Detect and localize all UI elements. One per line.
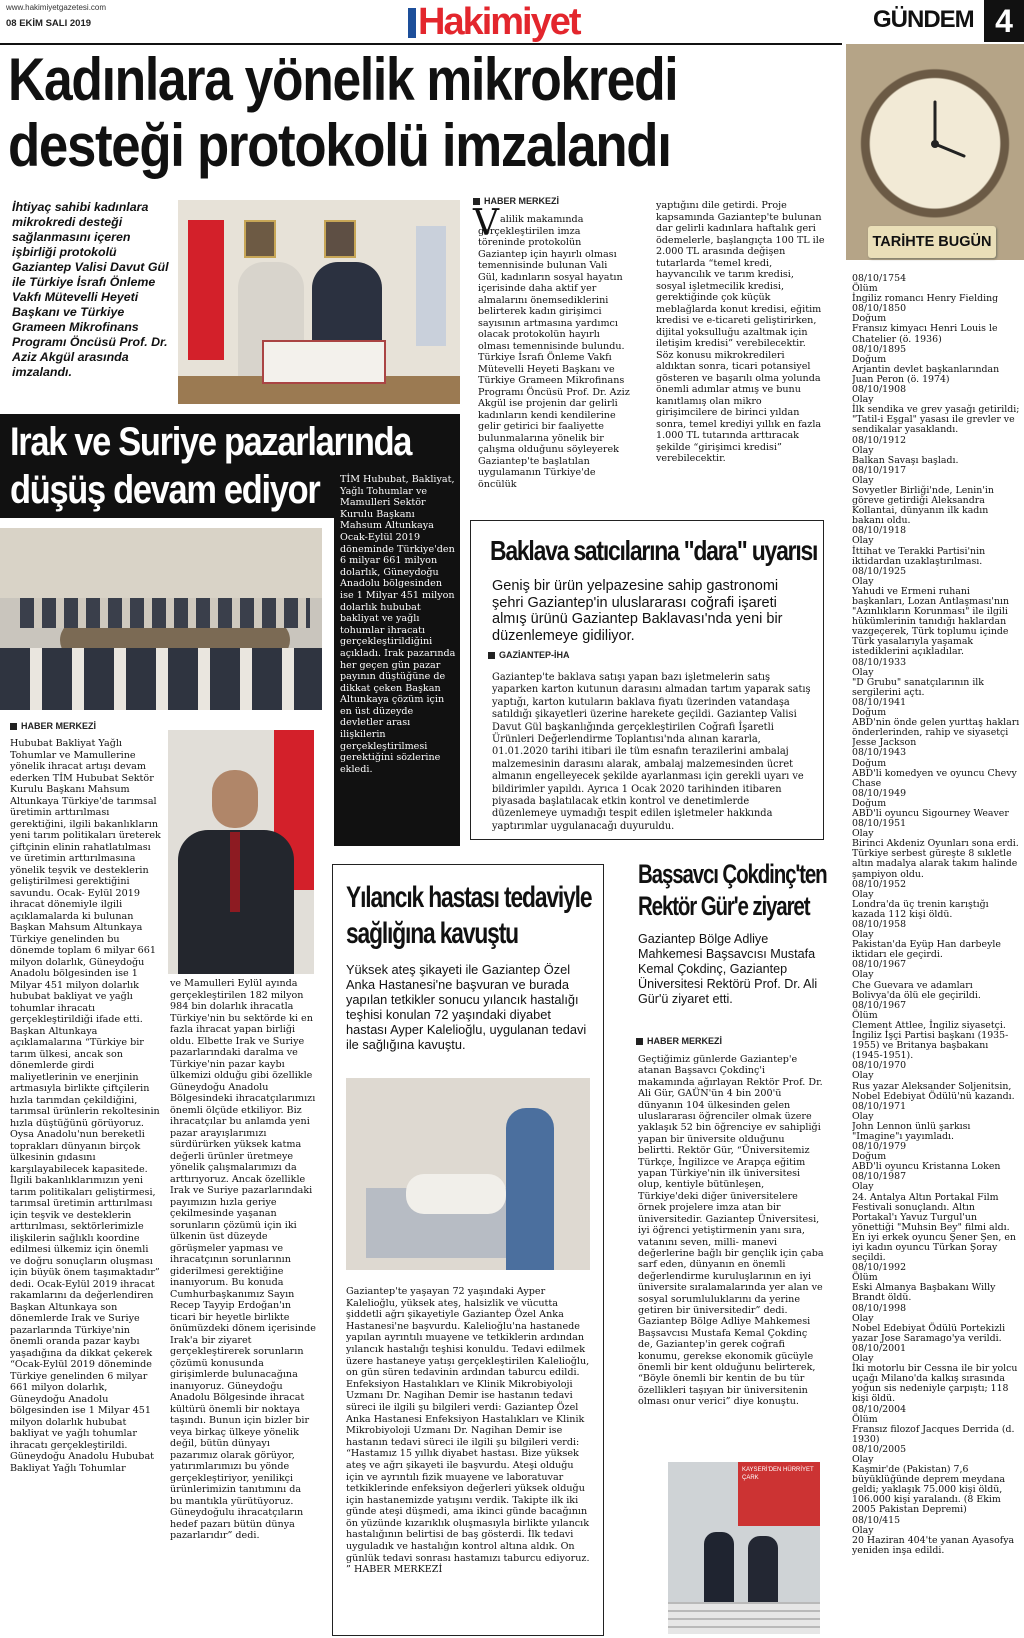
- history-text: Arjantin devlet başkanlarından Juan Peron (ö. 1974): [852, 363, 1000, 385]
- person-tie: [230, 832, 240, 912]
- history-type: Olay: [852, 1070, 874, 1082]
- page-number-box: [984, 0, 1024, 42]
- baklava-byline: GAZİANTEP-İHA: [488, 650, 570, 660]
- hospital-photo: [346, 1078, 590, 1270]
- history-entry: [852, 1405, 1020, 1445]
- history-entry: [852, 748, 1020, 788]
- history-type: Ölüm: [852, 1272, 878, 1284]
- visit-banner: [738, 1462, 820, 1526]
- person-head: [212, 770, 258, 828]
- main-byline: HABER MERKEZİ: [473, 196, 559, 206]
- protocol-document: [262, 340, 386, 384]
- history-type: Ölüm: [852, 283, 878, 295]
- history-date: 08/10/1908: [852, 384, 907, 396]
- stairs: [668, 1602, 820, 1634]
- history-type: Olay: [852, 1524, 874, 1536]
- signing-photo: [178, 200, 460, 404]
- history-text: İki motorlu bir Cessna ile bir yolcu uçağı Milano'da kalkış sırasında yoğun sis nedeniyle çarpıştı; 118 kişi öldü.: [852, 1363, 1018, 1405]
- history-text: Eski Almanya Başbakanı Willy Brandt öldü.: [852, 1282, 996, 1304]
- history-date: 08/10/1912: [852, 434, 907, 446]
- history-entry: [852, 1001, 1020, 1062]
- history-date: 08/10/1992: [852, 1262, 907, 1274]
- page-number: 4: [995, 3, 1013, 39]
- history-text: Pakistan'da Eyüp Han darbeyle iktidarı ele geçirdi.: [852, 939, 1001, 961]
- doctor: [506, 1108, 554, 1270]
- history-type: Doğum: [852, 313, 887, 325]
- masthead-logo[interactable]: [408, 0, 600, 44]
- visit-photo: [668, 1462, 820, 1634]
- irak-headline-line-1: Irak ve Suriye pazarlarında: [10, 420, 412, 464]
- history-date: 08/10/1925: [852, 565, 907, 577]
- history-text: İngiliz romancı Henry Fielding: [852, 293, 999, 305]
- history-date: 08/10/1979: [852, 1141, 907, 1153]
- history-list: [852, 274, 1020, 1636]
- history-title-tag: [868, 226, 996, 258]
- history-text: "D Grubu" sanatçılarının ilk sergilerini açtı.: [852, 676, 984, 698]
- irak-byline: HABER MERKEZİ: [10, 721, 96, 731]
- flag-right: [416, 226, 446, 346]
- main-col-2: [656, 200, 826, 500]
- history-text: ABD'li oyuncu Kristanna Loken: [852, 1161, 1001, 1173]
- history-date: 08/10/2005: [852, 1443, 907, 1455]
- history-entry: [852, 819, 1020, 880]
- irak-col-1-text: Hububat Bakliyat Yağlı Tohumlar ve Mamullerine yönelik ihracat artışı devam ederken TİM Hububat Sektör Kurulu Başkanı Mahsum Altunkaya Türkiye'de tarımsal üretimin arttırılması gerektiğini, ilgili bakanlıkların yeni tarım politikaları üreterek çiftçinin elinin rahatlatılması ve üretimin arttırılmasına yönelik teşvik ve desteklerin geliştirilmesi gerektiğini savundu. Ocak- Eylül 2019 ihracat dönemiyle ilgili açıklamalarda ki bulunan Başkan Mahsum Altunkaya Türkiye genelinden bu dönemde toplam 6 milyar 661 milyon dolarlık, Güneydoğu Anadolu bölgesinden ise 1 Milyar 451 milyon dolarlık hububat bakliyat ve yağlı tohumlar ihracatı gerçekleştirildiği ifade etti. Başkan Altunkaya açıklamalarına “Türkiye bir tarım ülkesi, ancak son dönemlerde girdi maliyetlerinin ve enerjinin artmasıyla birlikte çiftçilerin hızla tarımdan çekildiğini, tarımsal ürünlerin rekoltesinin hızla düştüğünü görüyoruz. Oysa Anadolu'nun bereketli toprakları dünyanın birçok ülkesinin gıdasını karşılayabilecek kapasitede. İlgili bakanlıklarımızın yeni tarım politikaları geliştirmesi, tarımsal üretimin arttırılması için teşvik ve desteklerin arttırılması, sektörlerimizle ilişkilerin sağlıklı koordine edilmesi ülkemiz için önemli ve doğru sonuçların oluşması için büyük önem taşımaktadır” dedi. Ocak-Eylül 2019 ihracat rakamlarını da değerlendiren Başkan Altunkaya son dönemlerde Irak ve Suriye pazarlarında Türkiye'nin önemli oranda pazar kaybı yaşadığına da dikkat çekerek “Ocak-Eylül 2019 döneminde Türkiye genelinden 6 milyar 661 milyon dolarlık, Güneydoğu Anadolu bölgesinden ise 1 Milyar 451 milyon dolarlık hububat bakliyat ve yağlı tohumlar ihracatı gerçekleştirildi. Güneydoğu Anadolu Hububat Bakliyat Yağlı Tohumlar: [10, 738, 161, 1474]
- portrait-frame-1: [244, 220, 276, 258]
- history-title: TARİHTE BUGÜN: [872, 234, 992, 250]
- yilancik-headline-line-1: Yılancık hastası tedaviyle: [346, 881, 592, 914]
- baklava-headline: Baklava satıcılarına "dara" uyarısı: [490, 535, 818, 566]
- history-type: Olay: [852, 969, 874, 981]
- main-col-2-text: yaptığını dile getirdi. Proje kapsamında Gaziantep'te bulunan dar gelirli kadınlara haftalık geri ödemelerle, başlangıçta 100 TL ile 2.000 TL arasında değişen tutarlarda “temel kredi, hayvancılık ve tarım kredisi, sosyal işletmecilik kredisi, gerektiğinde çok küçük meblağlarda konut kredisi, eğitim kredisi ve e-ticareti geliştirirken, dijital yoksulluğu azaltmak için iletişim kredisi” verebilecektir. Söz konusu mikrokredileri aldıktan sonra, ticari potansiyel gösteren ve başarılı olma yolunda önemli adımlar atmış ve bunu kanıtlamış olan mikro girişimcilere de birinci yıldan sonra, temel krediyi yıllık en fazla 1.000 TL tutarında arttıracak şekilde “girişimci kredisi” verebilecektir.: [656, 200, 825, 464]
- yilancik-body: Gaziantep'te yaşayan 72 yaşındaki Ayper Kalelioğlu, yüksek ateş, halsizlik ve vücutta şiddetli ağrı şikayetiyle Gaziantep Özel Anka Hastanesi'ne başvurdu. Kalelioğlu'na hastanede yapılan ayrıntılı muayene ve tetkiklerin ardından yılancık hastalığı teşhisi konuldu. Tedavi edilmek üzere hastaneye yatışı gerçekleştirilen Kalelioğlu, on gün süren tedavinin ardından taburcu edildi. Enfeksiyon Hastalıkları ve Klinik Mikrobiyoloji Uzmanı Dr. Nagihan Demir ise hastanın tedavi süreci ile ilgili şu bilgileri verdi: Gaziantep Özel Anka Hastanesi Enfeksiyon Hastalıkları ve Klinik Mikrobiyoloji Uzmanı Dr. Nagihan Demir ise hastanın tedavi süreci ile ilgili şu bilgileri verdi: “Hastamız 15 yıllık diyabet hastası. Bize yüksek ateş ve ağrı şikayeti ile başvurdu. Ateşi olduğu için ve ayrıntılı fizik muayene ve laboratuvar tetkiklerinde enfeksiyon değerleri yüksek olduğu için hastanemizde yatışını verdik. Takipte ilk iki günde ateşi düşmedi, ama ikinci günde bacağının ön yüzünde kızarıklık oluşmasıyla birlikte yılancık hastalığının belirtisi de baş gösterdi. İlk tedavi uyguladık ve hastalığın kontrol altına aldık. On günlük tedavi sonrası hastamızı taburcu ediyoruz. ” HABER MERKEZİ: [346, 1286, 590, 1576]
- history-date: 08/10/2001: [852, 1342, 907, 1354]
- history-date: 08/10/1971: [852, 1100, 907, 1112]
- history-text: Sovyetler Birliği'nde, Lenin'in göreve getirdiği Aleksandra Kollantai, dünyanın ilk kadın bakanı oldu.: [852, 484, 994, 527]
- history-date: 08/10/1987: [852, 1171, 907, 1183]
- history-type: Doğum: [852, 707, 887, 719]
- history-date: 08/10/1754: [852, 274, 907, 284]
- history-type: Doğum: [852, 757, 887, 769]
- history-text: Kaşmir'de (Pakistan) 7,6 büyüklüğünde deprem meydana geldi; yaklaşık 75.000 kişi öldü, 106.000 kişi yaralandı. (8 Ekim 2005 Pakistan Depremi): [852, 1464, 1006, 1516]
- history-date: 08/10/1958: [852, 919, 907, 930]
- history-type: Olay: [852, 666, 874, 678]
- bassavci-lead: Gaziantep Bölge Adliye Mahkemesi Başsavcısı Mustafa Kemal Çokdinç, Gaziantep Üniversitesi Rektörü Prof. Dr. Ali Gür'ü ziyaret etti.: [638, 932, 818, 1006]
- history-date: 08/10/1943: [852, 747, 907, 759]
- history-entry: [852, 567, 1020, 658]
- history-entry: [852, 698, 1020, 748]
- site-url[interactable]: www.hakimiyetgazetesi.com: [6, 3, 107, 12]
- irak-col-1: [10, 738, 162, 1618]
- history-type: Ölüm: [852, 1413, 878, 1425]
- history-entry: [852, 880, 1020, 920]
- irak-side-text: TİM Hububat, Bakliyat, Yağlı Tohumlar ve Mamulleri Sektör Kurulu Başkanı Mahsum Altunkaya Ocak-Eylül 2019 döneminde Türkiye'den 6 milyar 661 milyon dolarlık, Güneydoğu Anadolu bölgesinden ise 1 Milyar 451 milyon dolarlık hububat bakliyat ve yağlı tohumlar ihracatı gerçekleştirildiğini açıkladı. Irak pazarında her geçen gün pazar payının düştüğüne de dikkat çeken Başkan Altunkaya çözüm için en üst düzeyde devletler arası ilişkilerin gerçekleştirilmesi gerektiğini sözlerine ekledi.: [340, 474, 456, 775]
- history-type: Olay: [852, 1181, 874, 1193]
- patient: [406, 1174, 506, 1214]
- meeting-wall: [0, 528, 322, 598]
- altunkaya-photo: [168, 730, 314, 974]
- history-type: Doğum: [852, 797, 887, 809]
- history-text: Clement Attlee, İngiliz siyasetçi. İngiliz İşçi Partisi başkanı (1935-1955) ve Britanya başbakanı (1945-1951).: [852, 1019, 1009, 1062]
- irak-col-2-text: ve Mamulleri Eylül ayında gerçekleştirilen 182 milyon 984 bin dolarlık ihracatla Türkiye'nin bu sektörde ki en fazla ihracat yapan birliği oldu. Elbette Irak ve Suriye pazarlarındaki daralma ve Türkiye'nin pazar kaybı ülkemizi olduğu gibi özellikle Güneydoğu Anadolu Bölgesindeki ihracatçılarımızı önemli ölçüde etkiliyor. Biz ihracatçılar bu anlamda yeni pazar arayışlarımızı sürdürürken yüksek katma değerli ürünler üretmeye yönelik çalışmalarımızı da arttırıyoruz. Ancak özellikle Irak ve Suriye pazarlarındaki payımızın hızla geriye çekilmesinde yaşanan sorunların çözümü için iki ülkenin üst düzeyde görüşmeler yapması ve ihracatçının sorunlarının giderilmesi gerektiğine inanıyorum. Bu konuda Cumhurbaşkanımız Sayın Recep Tayyip Erdoğan'ın ticari bir heyetle birlikte önümüzdeki dönem içerisinde Irak'a bir ziyaret gerçekleştirerek sorunların çözümü konusunda girişimlerde bulunacağına inanıyoruz. Güneydoğu Anadolu Bölgesinde ihracat kültürü önemli bir noktaya taşındı. Bunun için bizler bir veya birkaç ülkeye yönelik değil, bütün dünyayı pazarımız olarak görüyor, yatırımlarımızı bu yönde gerçekleştiriyor, yenilikçi ürünlerimizin tanıtımını da bu mantıkla yürütüyoruz. Güneydoğulu ihracatçıların hedef pazarı bütün dünya pazarlarıdır” dedi.: [170, 978, 316, 1541]
- history-type: Olay: [852, 828, 874, 840]
- history-date: 08/10/1895: [852, 343, 907, 355]
- history-date: 08/10/1949: [852, 787, 907, 799]
- history-text: Fransız filozof Jacques Derrida (d. 1930): [852, 1423, 1015, 1445]
- history-entry: [852, 789, 1020, 819]
- yilancik-lead: Yüksek ateş şikayeti ile Gaziantep Özel Anka Hastanesi'ne başvuran ve burada yapılan tetkikler sonucu yılancık hastalığı teşhisi konulan 72 yaşındaki diyabet hastası Ayper Kalelioğlu, uygulanan tedavi ile sağlığına kavuştu.: [346, 962, 587, 1052]
- history-type: Olay: [852, 1312, 874, 1324]
- history-text: İlk sendika ve grev yasağı getirildi; "Tatil-i Eşgal" yasası ile grevler ve sendikalar yasaklandı.: [852, 404, 1020, 436]
- history-entry: [852, 1102, 1020, 1142]
- history-text: Fransız kimyacı Henri Louis le Chatelier (ö. 1936): [852, 323, 998, 345]
- history-entry: [852, 466, 1020, 527]
- history-entry: [852, 1304, 1020, 1344]
- bassavci-headline-line-2: Rektör Gür'e ziyaret: [638, 891, 810, 921]
- history-entry: [852, 658, 1020, 698]
- history-entry: [852, 1263, 1020, 1303]
- history-entry: [852, 274, 1020, 304]
- history-date: 08/10/1952: [852, 878, 907, 890]
- history-text: 20 Haziran 404'te yanan Ayasofya yeniden inşa edildi.: [852, 1534, 1015, 1556]
- history-text: ABD'nin önde gelen yurttaş hakları önderlerinden, rahip ve siyasetçi Jesse Jackson: [852, 717, 1020, 749]
- history-text: Che Guevara ve adamları Bolivya'da ölü ele geçirildi.: [852, 979, 981, 1001]
- history-type: Olay: [852, 1453, 874, 1465]
- bassavci-body: Geçtiğimiz günlerde Gaziantep'e atanan Başsavcı Çokdinç'i makamında ağırlayan Rektör Prof. Dr. Ali Gür, GAÜN'ün 4 bin 200'ü dünyanın 104 ülkesinden gelen uluslararası öğrenciler olmak üzere yaklaşık 52 bin öğrenciye ev sahipliği yapan bir üniversite olduğunu belirtti. Rektör Gür, “Üniversitemiz Türkçe, İngilizce ve Arapça eğitim yapan Türkiye'nin ilk üniversitesi olup, kentiyle bütünleşen, Türkiye'deki diğer üniversitelere örnek projelere imza atan bir üniversitedir. Gaziantep Üniversitesi, iyi öğrenci yetiştirmenin yanı sıra, vatanını seven, milli- manevi değerlerine bağlı bir gençlik için çaba sarf eden, dünyanın en önemli değerlendirme kuruluşlarının en iyi üniversite sıralamalarında yer alan ve sosyal sorumluluklarını da yerine getiren bir üniversitedir” dedi. Gaziantep Bölge Adliye Mahkemesi Başsavcısı Mustafa Kemal Çokdinç de, Gaziantep'in gerek coğrafi konumu, gerekse ekonomik gücüyle önemli bir kent olduğunu belirterek, “Böyle önemli bir kentin de bu tür özellikleri taşıyan bir üniversitenin olması onur verici” diye konuştu.: [638, 1054, 824, 1408]
- history-text: ABD'li komedyen ve oyuncu Chevy Chase: [852, 767, 1017, 789]
- baklava-body: Gaziantep'te baklava satışı yapan bazı işletmelerin satış yaparken karton kutunun darasını almadan tartım yaparak satış yaptığı, karton kutuların baklava fiyatı üzerinden vatandaşa satıldığı şikayetleri üzerine harekete geçildi. Gaziantep Valisi Davut Gül başkanlığında gerçekleştirilen Coğrafi İşaretli Ürünleri Değerlendirme Toplantısı'nda alınan kararla, 01.01.2020 tarihi itibari ile tüm esnafın terazilerini ambalaj malzemesinin darasını alarak, ambalaj malzemesinden ücret almanın engelleyecek şekilde ayarlanması için gerekli uyarı ve bildirimler yapıldı. Ayrıca 1 Ocak 2020 tarihinden itibaren piyasada başlatılacak etkin kontrol ve denetimlerde düzenlemeye uymadığı tespit edilen işletmeler hakkında yaptırımlar uygulanacağı duyuruldu.: [492, 672, 811, 832]
- bassavci-headline-line-1: Başsavcı Çokdinç'ten: [638, 859, 827, 889]
- history-text: Balkan Savaşı başladı.: [852, 454, 959, 466]
- meeting-photo: [0, 528, 322, 710]
- history-type: Olay: [852, 888, 874, 900]
- history-entry: [852, 436, 1020, 466]
- history-date: 08/10/1918: [852, 525, 907, 537]
- history-date: 08/10/2004: [852, 1403, 907, 1415]
- main-col-1-text: alilik makamında gerçekleştirilen imza töreninde protokolün Gaziantep için hayırlı olması temennisinde bulunan Vali Gül, kadınların sosyal hayatın içerisinde daha aktif yer almalarını önemsediklerini belirterek kadın girişimci sayısının artmasına yardımcı olacak protokolün hayırlı olması temennisinde bulundu. Türkiye İsrafı Önleme Vakfı Mütevelli Heyeti Başkanı ve Türkiye Grameen Mikrofinans Programı Öncüsü Prof. Dr. Aziz Akgül ise projenin dar gelirli kadınların kendi kendilerine gelir getirici bir faaliyette bulunmalarına yönelik bir çalışma olduğunu söyleyerek Gaziantep'te başlatılan uygulamanın Türkiye'de öncülük: [478, 214, 630, 490]
- history-date: 08/10/1998: [852, 1302, 907, 1314]
- history-type: Olay: [852, 1353, 874, 1365]
- history-type: Ölüm: [852, 1009, 878, 1021]
- portrait-frame-2: [324, 220, 356, 258]
- flag-left: [188, 220, 224, 360]
- history-type: Doğum: [852, 353, 887, 365]
- history-date: 08/10/1967: [852, 999, 907, 1011]
- history-type: Olay: [852, 535, 874, 547]
- logo-text: Hakimiyet: [418, 1, 580, 43]
- history-type: Olay: [852, 1110, 874, 1122]
- history-type: Olay: [852, 474, 874, 486]
- bassavci-byline: HABER MERKEZİ: [636, 1036, 722, 1046]
- history-date: 08/10/1850: [852, 303, 907, 315]
- history-entry: [852, 385, 1020, 435]
- history-entry: [852, 920, 1020, 960]
- meeting-people-row: [20, 598, 310, 628]
- main-lead: İhtiyaç sahibi kadınlara mikrokredi desteği sağlanmasını içeren işbirliği protokolü Gaziantep Valisi Davut Gül ile Türkiye İsrafı Önleme Vakfı Mütevelli Heyeti Başkanı ve Türkiye Grameen Mikrofinans Programı Öncüsü Prof. Dr. Aziz Akgül arasında imzalandı.: [12, 200, 169, 379]
- history-entry: [852, 1142, 1020, 1172]
- history-text: 24. Antalya Altın Portakal Film Festivali sonuçlandı. Altın Portakal'ı Yavuz Turgul'un yönettiği "Muhsin Bey" filmi aldı. En iyi erkek oyuncu Şener Şen, en iyi kadın oyuncu Türkan Şoray seçildi.: [852, 1191, 1016, 1264]
- history-type: Olay: [852, 394, 874, 406]
- history-entry: [852, 1172, 1020, 1263]
- history-type: Doğum: [852, 1151, 887, 1163]
- history-text: Yahudi ve Ermeni ruhani başkanları, Lozan Antlaşması'nın "Azınlıkların Korunması" ile ilgili hükümlerinin tanıdığı haklardan vazgeçerek, Türk toplumu içinde Türk yasalarıyla yaşamak istediklerini açıkladılar.: [852, 585, 1010, 658]
- history-entry: [852, 1516, 1020, 1556]
- main-col-1: [478, 214, 630, 496]
- meeting-people-front: [0, 648, 322, 710]
- history-entry: [852, 1344, 1020, 1405]
- history-date: 08/10/1967: [852, 959, 907, 971]
- yilancik-headline-line-2: sağlığına kavuştu: [346, 917, 518, 950]
- history-entry: [852, 304, 1020, 344]
- history-entry: [852, 526, 1020, 566]
- history-date: 08/10/1933: [852, 656, 907, 668]
- visit-banner-text: KAYSERİ'DEN HÜRRİYET ÇARK: [742, 1467, 814, 1481]
- history-text: Nobel Edebiyat Ödülü Portekizli yazar Jose Saramago'ya verildi.: [852, 1322, 1006, 1344]
- history-type: Olay: [852, 575, 874, 587]
- history-entry: [852, 345, 1020, 385]
- history-entry: [852, 1445, 1020, 1516]
- history-text: Londra'da üç trenin karıştığı kazada 112 kişi öldü.: [852, 898, 989, 920]
- history-text: Birinci Akdeniz Oyunları sona erdi. Türkiye serbest güreşte 8 sıkletle altın madalya alarak takım halinde şampiyon oldu.: [852, 838, 1019, 880]
- section-label: GÜNDEM: [873, 6, 974, 33]
- issue-date: 08 EKİM SALI 2019: [6, 18, 92, 29]
- history-date: 08/10/415: [852, 1514, 901, 1526]
- baklava-lead: Geniş bir ürün yelpazesine sahip gastronomi şehri Gaziantep'in uluslararası coğrafi işareti almış ürünü Gaziantep Baklavası'nda yeni bir düzenlemeye gidiliyor.: [492, 578, 783, 644]
- history-date: 08/10/1941: [852, 696, 907, 708]
- history-type: Olay: [852, 444, 874, 456]
- main-headline-line-1: Kadınlara yönelik mikrokredi: [8, 46, 678, 113]
- irak-headline-line-2: düşüş devam ediyor: [10, 468, 320, 512]
- history-entry: [852, 1061, 1020, 1101]
- history-text: İttihat ve Terakki Partisi'nin iktidardan uzaklaştırılması.: [852, 545, 986, 567]
- logo-side-bar: [408, 8, 416, 38]
- irak-col-2: [170, 978, 316, 1618]
- history-text: Rus yazar Aleksander Soljenitsin, Nobel Edebiyat Ödülü'nü kazandı.: [852, 1080, 1015, 1102]
- main-dropcap: V: [473, 203, 499, 244]
- history-type: Olay: [852, 929, 874, 941]
- main-headline-line-2: desteği protokolü imzalandı: [8, 112, 671, 179]
- history-date: 08/10/1951: [852, 818, 907, 830]
- history-entry: [852, 960, 1020, 1000]
- history-date: 08/10/1917: [852, 464, 907, 476]
- history-text: John Lennon ünlü şarkısı "Imagine"ı yayımladı.: [852, 1120, 971, 1142]
- history-date: 08/10/1970: [852, 1060, 907, 1072]
- history-text: ABD'li oyuncu Sigourney Weaver: [852, 807, 1009, 819]
